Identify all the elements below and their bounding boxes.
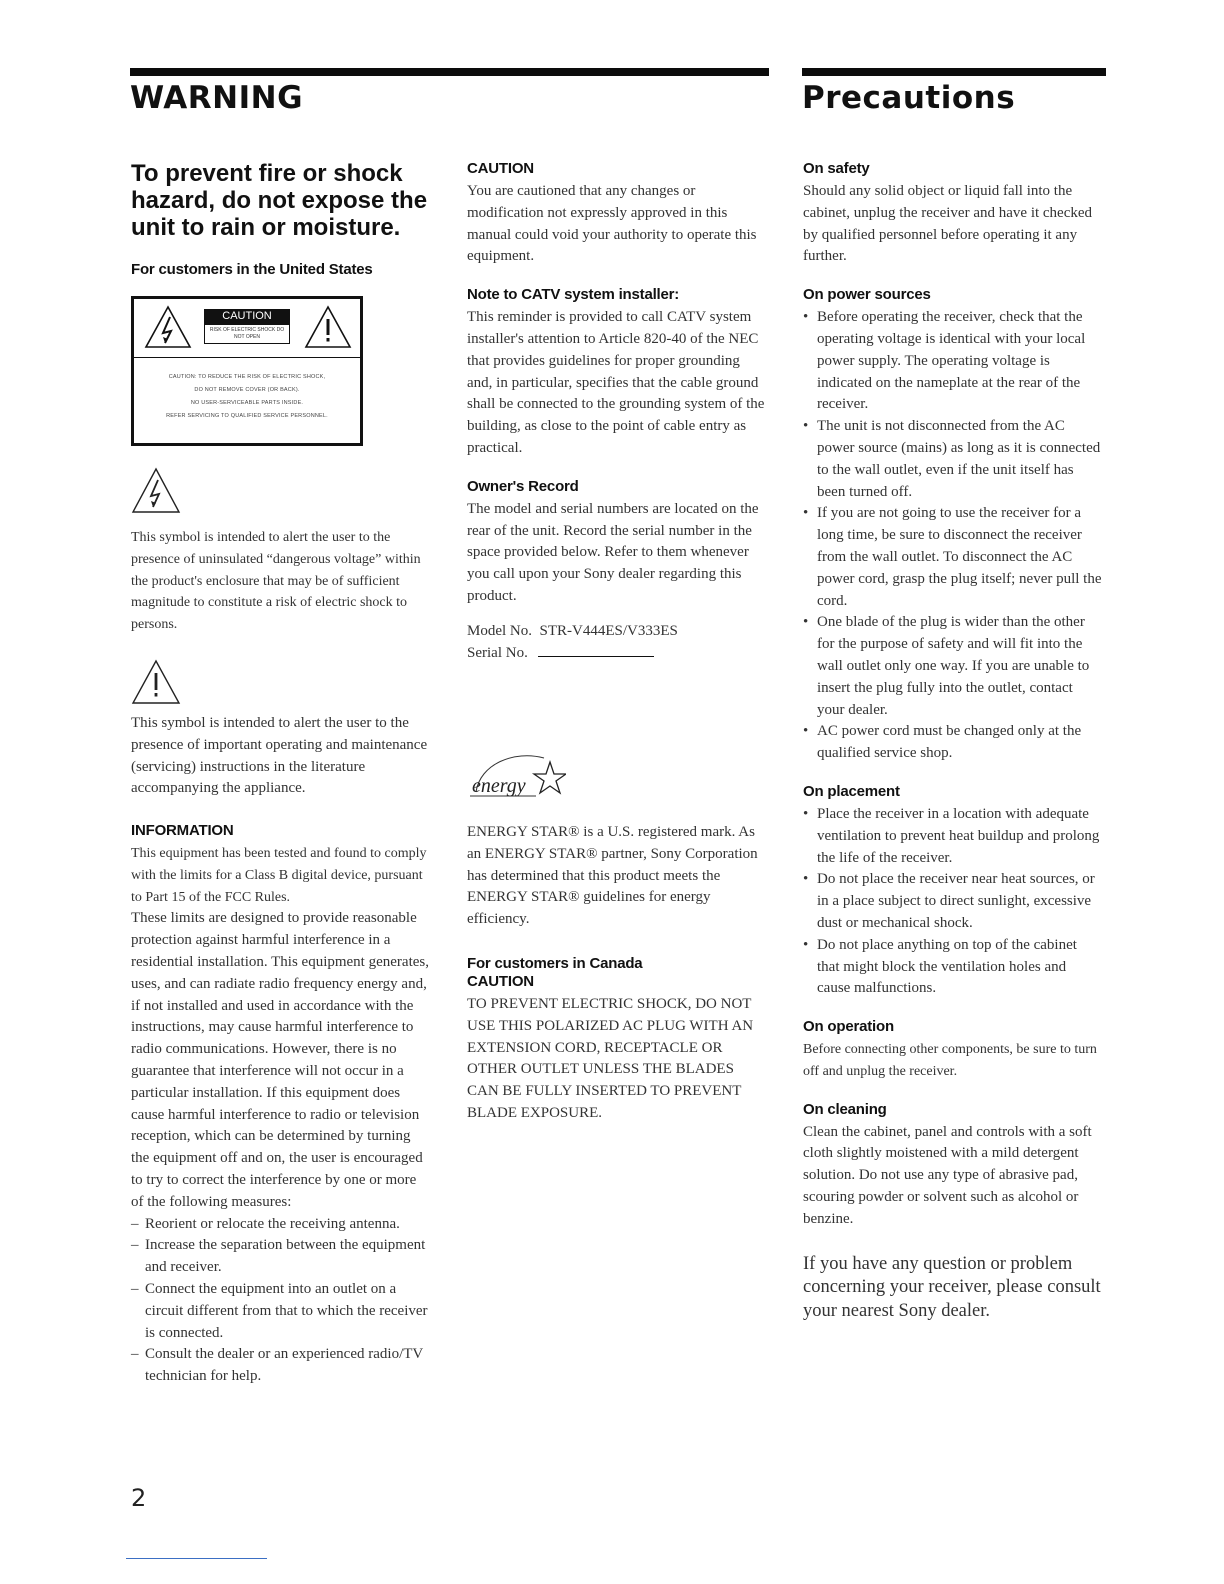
energy-logo-text: energy — [472, 775, 526, 797]
on-operation-text: Before connecting other components, be sure to turn off and unplug the receiver. — [803, 1042, 1097, 1079]
lightning-symbol-text: This symbol is intended to alert the user to the presence of uninsulated “dangerous voltage” within the product's enclosure that may be of sufficient magnitude to constitute a risk of electric shock to persons. — [131, 530, 421, 633]
caution-label-banner: CAUTION — [204, 309, 290, 324]
catv-heading: Note to CATV system installer: — [467, 286, 680, 304]
caution-label-line: REFER SERVICING TO QUALIFIED SERVICE PERSONNEL. — [166, 413, 328, 419]
list-item: • If you are not going to use the receiver for a long time, be sure to disconnect the receiver from the wall outlet. To disconnect the AC power cord, grasp the plug itself; never pull the cord. — [803, 503, 1103, 612]
list-item: – Reorient or relocate the receiving antenna. — [131, 1214, 431, 1236]
model-number-value: STR-V444ES/V333ES — [539, 622, 678, 639]
caution-label-header — [134, 299, 360, 358]
on-safety-heading: On safety — [803, 160, 870, 177]
warning-headline: To prevent fire or shock hazard, do not expose the unit to rain or moisture. — [131, 160, 428, 241]
serial-number-label: Serial No. — [467, 644, 528, 661]
placement-list — [803, 804, 1103, 1000]
owners-record-heading: Owner's Record — [467, 477, 579, 495]
list-item: • AC power cord must be changed only at the qualified service shop. — [803, 721, 1103, 765]
list-item: • Place the receiver in a location with adequate ventilation to prevent heat buildup and prolong the life of the receiver. — [803, 804, 1103, 869]
exclamation-symbol-icon — [131, 658, 181, 706]
list-item: – Increase the separation between the equipment and receiver. — [131, 1235, 431, 1279]
list-item: • One blade of the plug is wider than the other for the purpose of safety and will fit into the wall outlet only one way. If you are unable to insert the plug fully into the outlet, contact your dealer. — [803, 612, 1103, 721]
canada-caution-heading: CAUTION — [467, 972, 534, 990]
serial-number-blank-line — [538, 643, 654, 657]
exclamation-symbol-text: This symbol is intended to alert the user to the presence of important operating and maintenance (servicing) instructions in the literature accompanying the appliance. — [131, 715, 428, 797]
catv-text: This reminder is provided to call CATV system installer's attention to Article 820-40 of the NEC that provides guidelines for proper grounding and, in particular, specifies that the cable ground shall be connected to the grounding system of the building, as close to the point of cable entry as practical. — [467, 309, 765, 456]
exclamation-triangle-icon — [304, 305, 352, 349]
list-item: • Do not place the receiver near heat sources, or in a place subject to direct sunlight, excessive dust or mechanical shock. — [803, 869, 1103, 934]
warning-title: WARNING — [130, 80, 304, 116]
information-text-intro: This equipment has been tested and found to comply with the limits for a Class B digital device, pursuant to Part 15 of the FCC Rules. — [131, 846, 427, 905]
caution-heading: CAUTION — [467, 160, 534, 177]
precautions-column — [803, 160, 1103, 1323]
on-power-sources-heading: On power sources — [803, 286, 931, 304]
middle-column-lower — [467, 822, 769, 1125]
caution-label-text — [134, 371, 360, 423]
warning-column-top — [131, 160, 431, 282]
us-customers-heading: For customers in the United States — [131, 261, 373, 278]
caution-text: You are cautioned that any changes or modification not expressly approved in this manual could void your authority to operate this equipment. — [467, 183, 757, 265]
canada-heading: For customers in Canada — [467, 954, 643, 972]
serial-number-row — [467, 643, 767, 665]
list-item: • Before operating the receiver, check that the operating voltage is identical with your local power supply. The operating voltage is indicated on the nameplate at the rear of the receiver. — [803, 307, 1103, 416]
energy-star-logo — [466, 748, 566, 806]
on-placement-heading: On placement — [803, 782, 900, 800]
information-text: These limits are designed to provide reasonable protection against harmful interference in a residential installation. This equipment generates, uses, and can radiate radio frequency energy and, if not installed and used in accordance with the instructions, may cause harmful interference to radio communications. However, there is no guarantee that interference will not occur in a particular installation. If this equipment does cause harmful interference to radio or television reception, which can be determined by turning the equipment off and on, the user is encouraged to try to correct the interference by one or more of the following measures: — [131, 910, 429, 1210]
caution-label-box: RISK OF ELECTRIC SHOCK DO NOT OPEN — [204, 324, 290, 344]
interference-measures-list — [131, 1214, 431, 1388]
list-item: • Do not place anything on top of the cabinet that might block the ventilation holes and cause malfunctions. — [803, 935, 1103, 1000]
footer-rule — [126, 1558, 267, 1559]
middle-column — [467, 160, 767, 664]
energy-star-text: ENERGY STAR® is a U.S. registered mark. As an ENERGY STAR® partner, Sony Corporation has determined that this product meets the ENERGY STAR® guidelines for energy efficiency. — [467, 824, 758, 928]
on-safety-text: Should any solid object or liquid fall into the cabinet, unplug the receiver and have it checked by qualified personnel before operating it any further. — [803, 183, 1093, 265]
information-heading: INFORMATION — [131, 822, 234, 839]
power-sources-list — [803, 307, 1103, 765]
list-item: – Consult the dealer or an experienced radio/TV technician for help. — [131, 1344, 431, 1388]
caution-label-line: NO USER-SERVICEABLE PARTS INSIDE. — [190, 400, 304, 406]
on-cleaning-text: Clean the cabinet, panel and controls with a soft cloth slightly moistened with a mild detergent solution. Do not use any type of abrasive pad, scouring powder or solvent such as alcohol or benzine. — [803, 1123, 1092, 1227]
owners-record-text: The model and serial numbers are located on the rear of the unit. Record the serial number in the space provided below. Refer to them whenever you call upon your Sony dealer regarding this product. — [467, 500, 759, 604]
list-item: – Connect the equipment into an outlet on a circuit different from that to which the receiver is connected. — [131, 1279, 431, 1344]
list-item: • The unit is not disconnected from the AC power source (mains) as long as it is connected to the wall outlet, even if the unit itself has been turned off. — [803, 416, 1103, 503]
on-cleaning-heading: On cleaning — [803, 1100, 887, 1118]
caution-label-image — [131, 296, 363, 446]
lightning-symbol-icon — [131, 466, 181, 516]
caution-label-line: CAUTION: TO REDUCE THE RISK OF ELECTRIC SHOCK, — [168, 374, 326, 380]
on-operation-heading: On operation — [803, 1018, 894, 1036]
model-number-row — [467, 621, 767, 643]
canada-caution-text: TO PREVENT ELECTRIC SHOCK, DO NOT USE THIS POLARIZED AC PLUG WITH AN EXTENSION CORD, RECEPTACLE OR OTHER OUTLET UNLESS THE BLADES CAN BE FULLY INSERTED TO PREVENT BLADE EXPOSURE. — [467, 995, 754, 1121]
precautions-title: Precautions — [802, 80, 1016, 116]
lightning-triangle-icon — [144, 305, 192, 349]
closing-note: If you have any question or problem concerning your receiver, please consult your nearest Sony dealer. — [803, 1253, 1101, 1321]
information-section — [131, 822, 431, 1388]
precautions-title-rule — [802, 68, 1106, 76]
model-number-label: Model No. — [467, 622, 532, 639]
warning-title-rule — [130, 68, 769, 76]
page-number: 2 — [131, 1484, 147, 1512]
caution-label-line: DO NOT REMOVE COVER (OR BACK). — [194, 387, 300, 393]
